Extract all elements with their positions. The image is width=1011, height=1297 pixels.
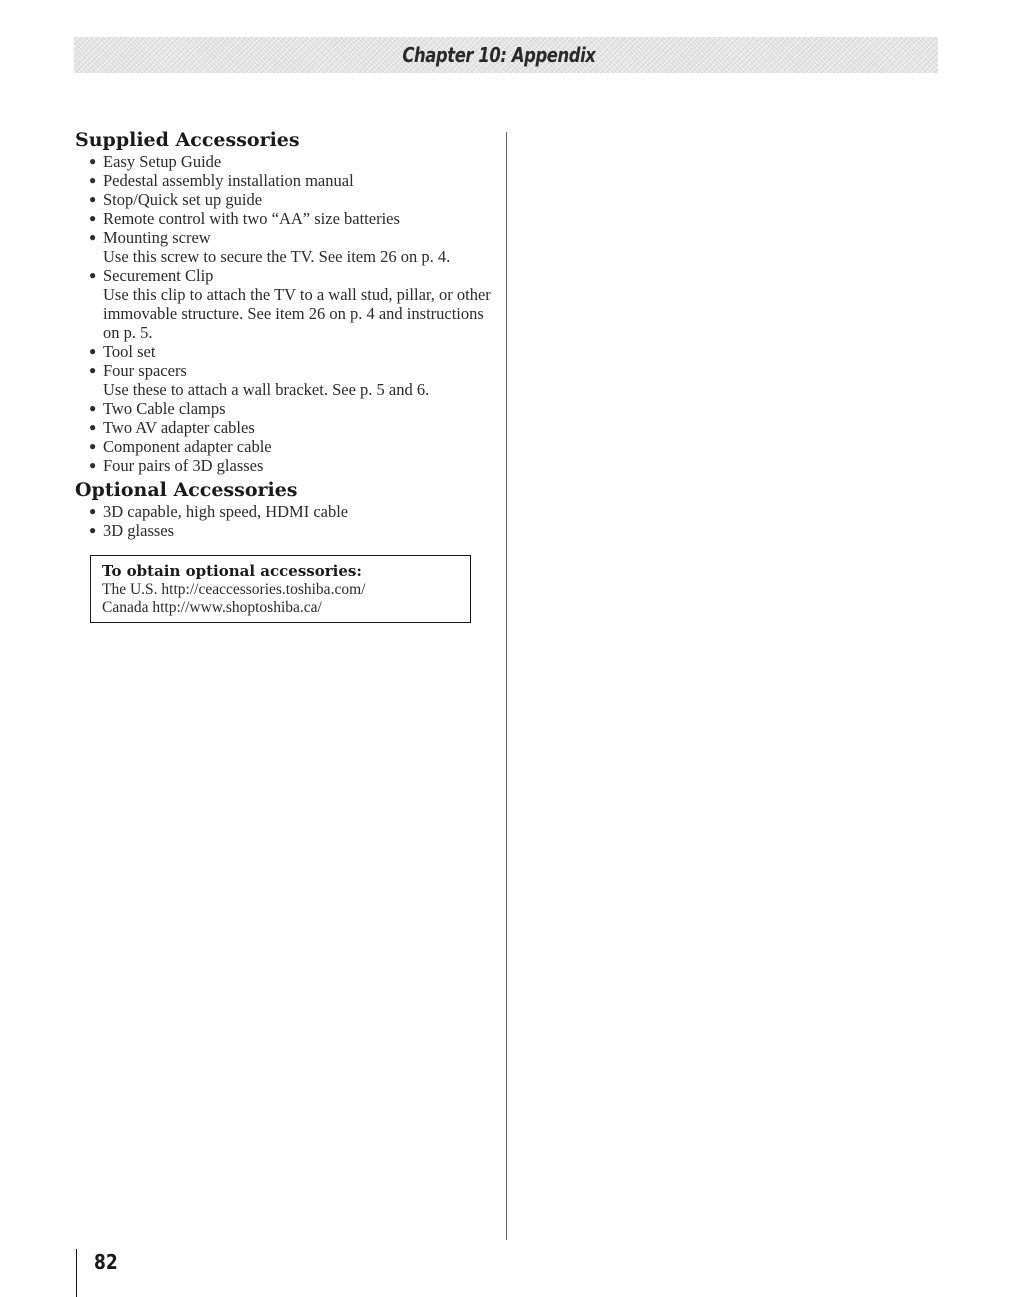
bullet-icon: ● xyxy=(89,401,97,415)
list-item-text: 3D glasses xyxy=(103,521,175,540)
left-column xyxy=(75,126,495,540)
list-item xyxy=(89,152,495,171)
canada-link-line[interactable]: Canada http://www.shoptoshiba.ca/ xyxy=(102,599,322,616)
list-item xyxy=(89,456,495,475)
bullet-icon: ● xyxy=(89,173,97,187)
list-item-note: Use this clip to attach the TV to a wall stud, pillar, or other immovable structure. See item 26 on p. 4 and instructions on p. 5. xyxy=(103,285,491,342)
optional-accessories-heading: Optional Accessories xyxy=(75,479,298,501)
list-item-text: 3D capable, high speed, HDMI cable xyxy=(103,502,349,521)
list-item xyxy=(89,190,495,209)
supplied-accessories-list xyxy=(75,152,495,475)
us-link-line[interactable]: The U.S. http://ceaccessories.toshiba.com/ xyxy=(102,581,366,598)
list-item-text: Four spacers xyxy=(103,361,187,380)
list-item-text: Two AV adapter cables xyxy=(103,418,255,437)
info-box-title: To obtain optional accessories: xyxy=(102,562,362,580)
supplied-accessories-heading: Supplied Accessories xyxy=(75,129,300,151)
list-item-text: Pedestal assembly installation manual xyxy=(103,171,354,190)
bullet-icon: ● xyxy=(89,420,97,434)
list-item xyxy=(89,521,495,540)
list-item xyxy=(89,361,495,399)
list-item xyxy=(89,171,495,190)
optional-accessories-info-box xyxy=(90,555,471,623)
list-item-text: Tool set xyxy=(103,342,156,361)
list-item-text: Two Cable clamps xyxy=(103,399,226,418)
optional-accessories-list xyxy=(75,502,495,540)
list-item-text: Easy Setup Guide xyxy=(103,152,222,171)
list-item xyxy=(89,228,495,266)
list-item-text: Stop/Quick set up guide xyxy=(103,190,263,209)
bullet-icon: ● xyxy=(89,211,97,225)
bullet-icon: ● xyxy=(89,344,97,358)
list-item xyxy=(89,399,495,418)
list-item xyxy=(89,502,495,521)
bullet-icon: ● xyxy=(89,439,97,453)
page-number-rule xyxy=(76,1249,77,1297)
list-item xyxy=(89,437,495,456)
bullet-icon: ● xyxy=(89,268,97,282)
bullet-icon: ● xyxy=(89,523,97,537)
bullet-icon: ● xyxy=(89,363,97,377)
bullet-icon: ● xyxy=(89,230,97,244)
list-item xyxy=(89,266,495,342)
list-item-note: Use these to attach a wall bracket. See p. 5 and 6. xyxy=(103,380,430,399)
chapter-banner xyxy=(74,37,938,73)
list-item xyxy=(89,209,495,228)
list-item-text: Securement Clip xyxy=(103,266,214,285)
bullet-icon: ● xyxy=(89,154,97,168)
page-number: 82 xyxy=(94,1250,118,1274)
list-item-note: Use this screw to secure the TV. See item 26 on p. 4. xyxy=(103,247,451,266)
list-item-text: Component adapter cable xyxy=(103,437,272,456)
list-item xyxy=(89,342,495,361)
column-divider xyxy=(506,132,507,1240)
chapter-title: Chapter 10: Appendix xyxy=(401,43,595,67)
list-item xyxy=(89,418,495,437)
list-item-text: Mounting screw xyxy=(103,228,211,247)
list-item-text: Four pairs of 3D glasses xyxy=(103,456,264,475)
bullet-icon: ● xyxy=(89,192,97,206)
bullet-icon: ● xyxy=(89,458,97,472)
list-item-text: Remote control with two “AA” size batteries xyxy=(103,209,400,228)
bullet-icon: ● xyxy=(89,504,97,518)
